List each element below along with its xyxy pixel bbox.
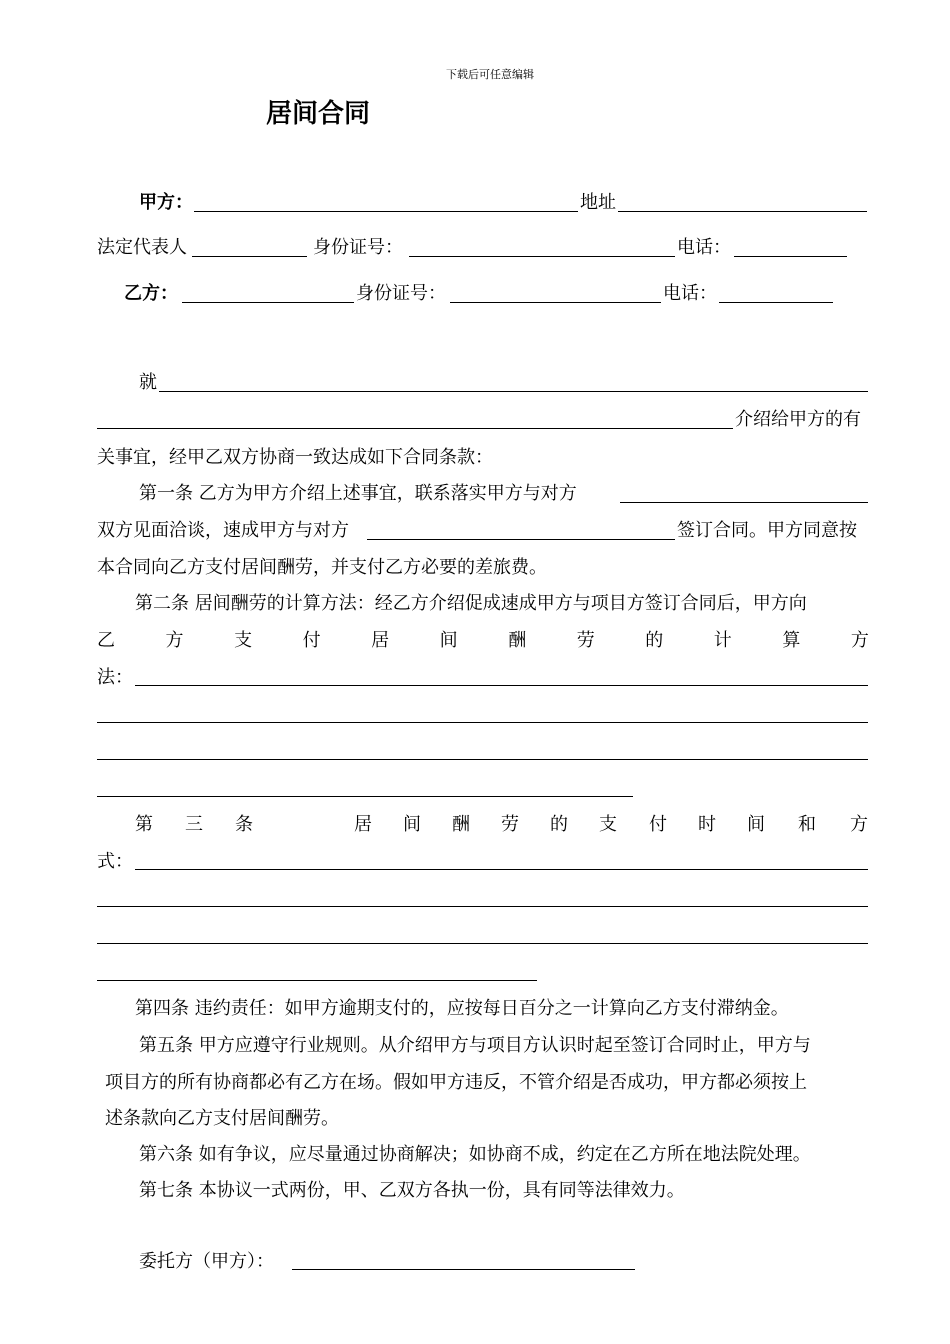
article-3-char: 第 bbox=[135, 814, 153, 835]
article-5-line-1: 第五条 甲方应遵守行业规则。从介绍甲方与项目方认识时起至签订合同时止，甲方与 bbox=[139, 1035, 811, 1056]
article-2-char: 计 bbox=[713, 630, 732, 651]
article-1-line-1: 第一条 乙方为甲方介绍上述事宜，联系落实甲方与对方 bbox=[139, 483, 577, 504]
article-2-char: 支 bbox=[234, 630, 253, 651]
article-1-line-2-post: 签订合同。甲方同意按 bbox=[677, 520, 857, 541]
article-3-payment-field-2[interactable] bbox=[97, 906, 868, 907]
article-3-payment-field-4[interactable] bbox=[97, 980, 537, 981]
article-2-char: 间 bbox=[439, 630, 458, 651]
article-3-payment-field-1[interactable] bbox=[135, 869, 868, 870]
signature-field[interactable] bbox=[292, 1269, 635, 1270]
party-b-name-field[interactable] bbox=[182, 302, 354, 303]
article-5-line-2: 项目方的所有协商都必有乙方在场。假如甲方违反，不管介绍是否成功，甲方都必须按上 bbox=[105, 1072, 807, 1093]
article-2-line-3-prefix: 法： bbox=[97, 667, 133, 688]
party-b-phone-label: 电话： bbox=[663, 283, 717, 304]
article-1-line-2-pre: 双方见面洽谈，速成甲方与对方 bbox=[97, 520, 349, 541]
party-a-id-label: 身份证号： bbox=[313, 237, 403, 258]
article-1-line-3: 本合同向乙方支付居间酬劳，并支付乙方必要的差旅费。 bbox=[97, 557, 547, 578]
party-a-label: 甲方： bbox=[139, 192, 193, 213]
article-1-counterparty-field-2[interactable] bbox=[367, 539, 675, 540]
article-3-char: 支 bbox=[599, 814, 617, 835]
article-3-char: 间 bbox=[747, 814, 765, 835]
article-2-line-1: 第二条 居间酬劳的计算方法：经乙方介绍促成速成甲方与项目方签订合同后，甲方向 bbox=[135, 593, 807, 614]
signature-label: 委托方（甲方）： bbox=[139, 1251, 274, 1272]
article-3-char: 酬 bbox=[452, 814, 470, 835]
article-3-char: 三 bbox=[185, 814, 203, 835]
article-3-char: 的 bbox=[550, 814, 568, 835]
intro-suffix: 介绍给甲方的有 bbox=[735, 409, 861, 430]
party-b-id-label: 身份证号： bbox=[356, 283, 446, 304]
article-2-method-field-1[interactable] bbox=[135, 685, 868, 686]
article-2-char: 方 bbox=[165, 630, 184, 651]
article-2-char: 酬 bbox=[508, 630, 527, 651]
article-5-line-3: 述条款向乙方支付居间酬劳。 bbox=[105, 1108, 339, 1129]
article-3-char: 付 bbox=[649, 814, 667, 835]
party-a-address-field[interactable] bbox=[618, 211, 867, 212]
article-3-char: 时 bbox=[698, 814, 716, 835]
article-3-line-2-prefix: 式： bbox=[97, 851, 133, 872]
intro-line-3: 关事宜，经甲乙双方协商一致达成如下合同条款： bbox=[97, 447, 493, 468]
article-3-char: 条 bbox=[235, 814, 253, 835]
article-2-line-2 bbox=[97, 630, 869, 652]
party-a-name-field[interactable] bbox=[194, 211, 578, 212]
article-3-payment-field-3[interactable] bbox=[97, 943, 868, 944]
legal-rep-field[interactable] bbox=[192, 256, 307, 257]
article-2-char: 方 bbox=[850, 630, 869, 651]
article-2-char: 付 bbox=[302, 630, 321, 651]
article-4-text: 第四条 违约责任：如甲方逾期支付的，应按每日百分之一计算向乙方支付滞纳金。 bbox=[135, 998, 789, 1019]
article-3-char: 方 bbox=[850, 814, 868, 835]
intro-matter-field-2[interactable] bbox=[97, 428, 733, 429]
article-1-counterparty-field[interactable] bbox=[620, 502, 868, 503]
party-b-id-field[interactable] bbox=[450, 302, 661, 303]
article-6-text: 第六条 如有争议，应尽量通过协商解决；如协商不成，约定在乙方所在地法院处理。 bbox=[139, 1144, 811, 1165]
article-3-char: 间 bbox=[403, 814, 421, 835]
header-note: 下载后可任意编辑 bbox=[446, 68, 534, 81]
article-2-char: 乙 bbox=[97, 630, 115, 651]
article-2-char: 的 bbox=[645, 630, 664, 651]
party-a-address-label: 地址 bbox=[580, 192, 616, 213]
article-2-char: 劳 bbox=[576, 630, 595, 651]
article-2-method-field-4[interactable] bbox=[97, 796, 633, 797]
article-3-char: 居 bbox=[354, 814, 372, 835]
article-2-method-field-3[interactable] bbox=[97, 759, 868, 760]
article-2-method-field-2[interactable] bbox=[97, 722, 868, 723]
legal-rep-label: 法定代表人 bbox=[97, 237, 187, 258]
intro-matter-field[interactable] bbox=[159, 391, 868, 392]
party-a-phone-label: 电话： bbox=[677, 237, 731, 258]
article-3-char: 劳 bbox=[501, 814, 519, 835]
article-3-char: 和 bbox=[798, 814, 816, 835]
article-7-text: 第七条 本协议一式两份，甲、乙双方各执一份，具有同等法律效力。 bbox=[139, 1180, 685, 1201]
contract-title: 居间合同 bbox=[266, 99, 371, 129]
party-a-id-field[interactable] bbox=[409, 256, 675, 257]
party-a-phone-field[interactable] bbox=[734, 256, 847, 257]
article-2-char: 算 bbox=[782, 630, 801, 651]
intro-prefix: 就 bbox=[139, 372, 157, 393]
article-2-char: 居 bbox=[371, 630, 390, 651]
party-b-phone-field[interactable] bbox=[719, 302, 833, 303]
party-b-label: 乙方： bbox=[124, 283, 178, 304]
